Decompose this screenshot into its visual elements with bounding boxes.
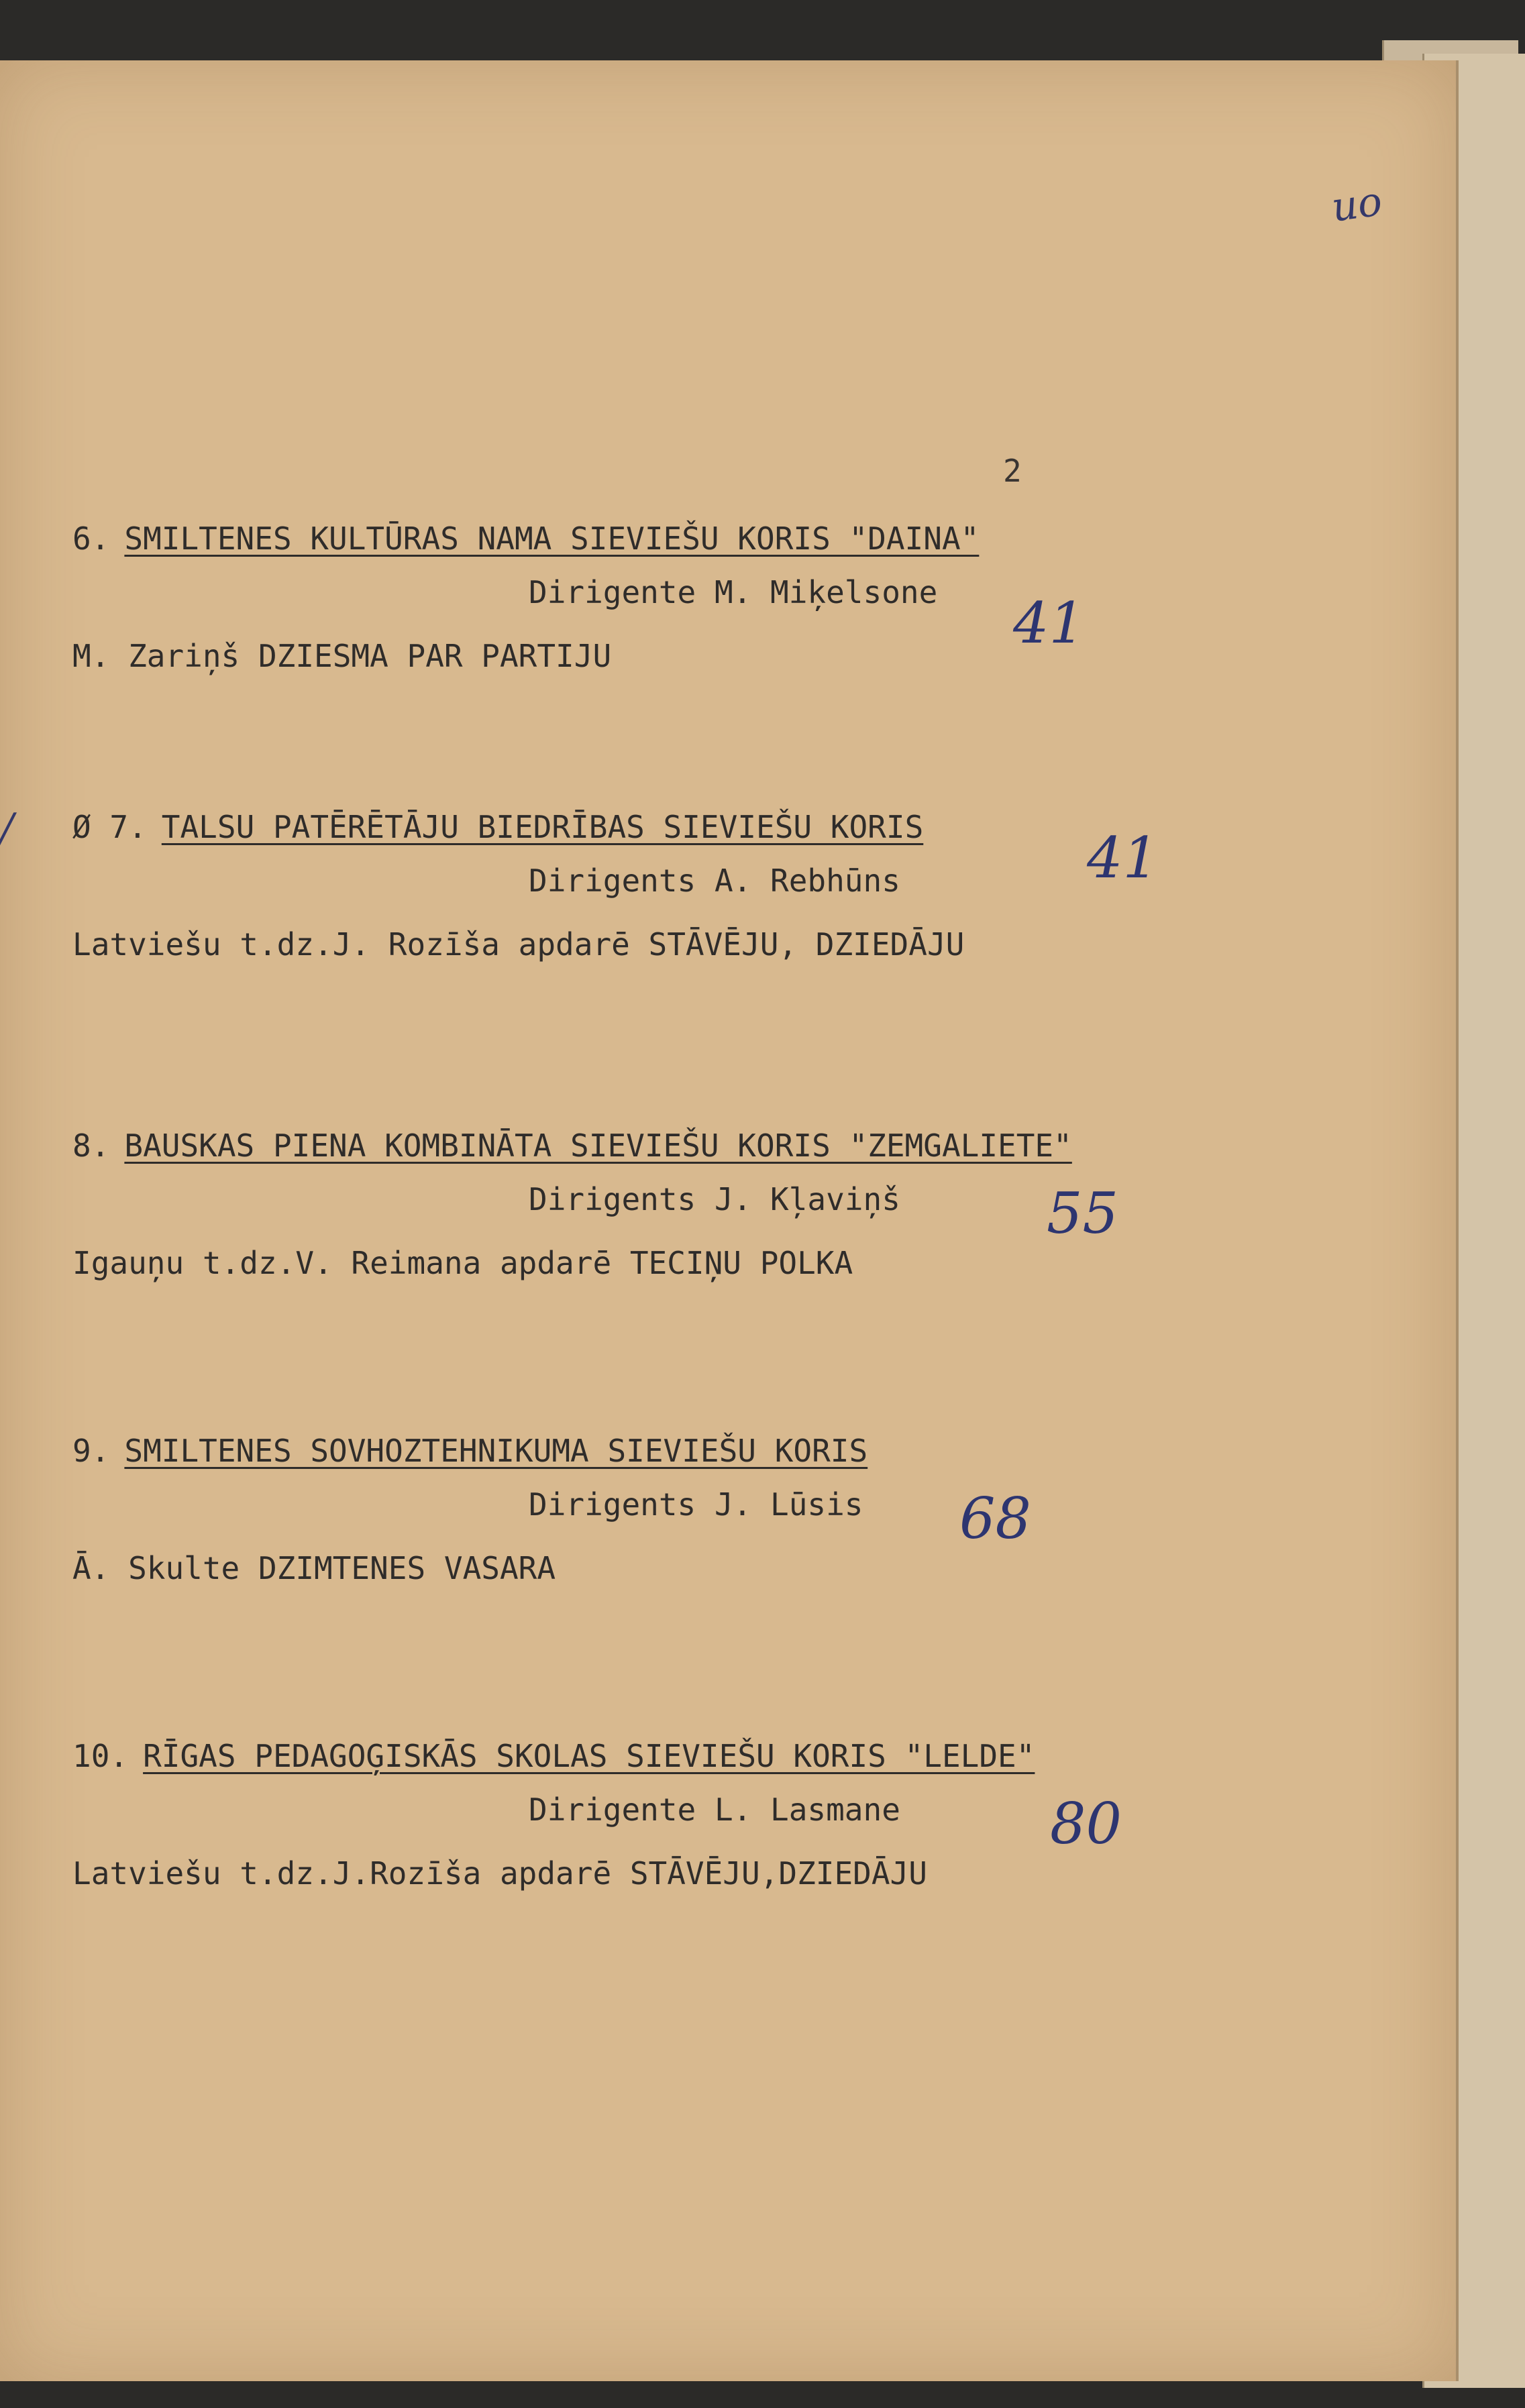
choir-title: BAUSKAS PIENA KOMBINĀTA SIEVIEŠU KORIS "ZEMGALIETE" [124,1128,1072,1164]
entry-number: 10. [72,1738,129,1774]
song: M. Zariņš DZIESMA PAR PARTIJU [72,638,612,674]
margin-slash-mark: / [0,805,14,852]
conductor: Dirigents J. Kļaviņš [529,1181,900,1217]
document-page [0,60,1459,2381]
song: Latviešu t.dz.J.Rozīša apdarē STĀVĒJU,DZIEDĀJU [72,1855,927,1892]
choir-title: RĪGAS PEDAGOĢISKĀS SKOLAS SIEVIEŠU KORIS "LELDE" [143,1738,1035,1774]
crossed-mark: Ø [72,809,91,845]
choir-title: TALSU PATĒRĒTĀJU BIEDRĪBAS SIEVIEŠU KORIS [161,809,924,845]
page-number: 2 [1003,453,1022,489]
handwritten-score: 68 [959,1486,1031,1551]
handwritten-corner-note: ио [1328,178,1385,231]
entry-number: 8. [72,1128,110,1164]
choir-title: SMILTENES KULTŪRAS NAMA SIEVIEŠU KORIS "DAINA" [124,521,980,557]
entry-number: 7. [109,809,147,845]
entry-number: 9. [72,1433,110,1469]
song: Latviešu t.dz.J. Rozīša apdarē STĀVĒJU, DZIEDĀJU [72,926,965,963]
conductor: Dirigents J. Lūsis [529,1486,863,1523]
song: Ā. Skulte DZIMTENES VASARA [72,1550,556,1586]
entry-number: 6. [72,521,110,557]
handwritten-score: 80 [1050,1791,1122,1857]
song: Igauņu t.dz.V. Reimana apdarē TECIŅU POLKA [72,1245,853,1281]
handwritten-score: 55 [1047,1181,1118,1246]
handwritten-score: 41 [1087,825,1159,891]
choir-title: SMILTENES SOVHOZTEHNIKUMA SIEVIEŠU KORIS [124,1433,868,1469]
conductor: Dirigents A. Rebhūns [529,863,900,899]
handwritten-score: 41 [1013,590,1085,656]
conductor: Dirigente L. Lasmane [529,1792,900,1828]
conductor: Dirigente M. Miķelsone [529,574,938,610]
